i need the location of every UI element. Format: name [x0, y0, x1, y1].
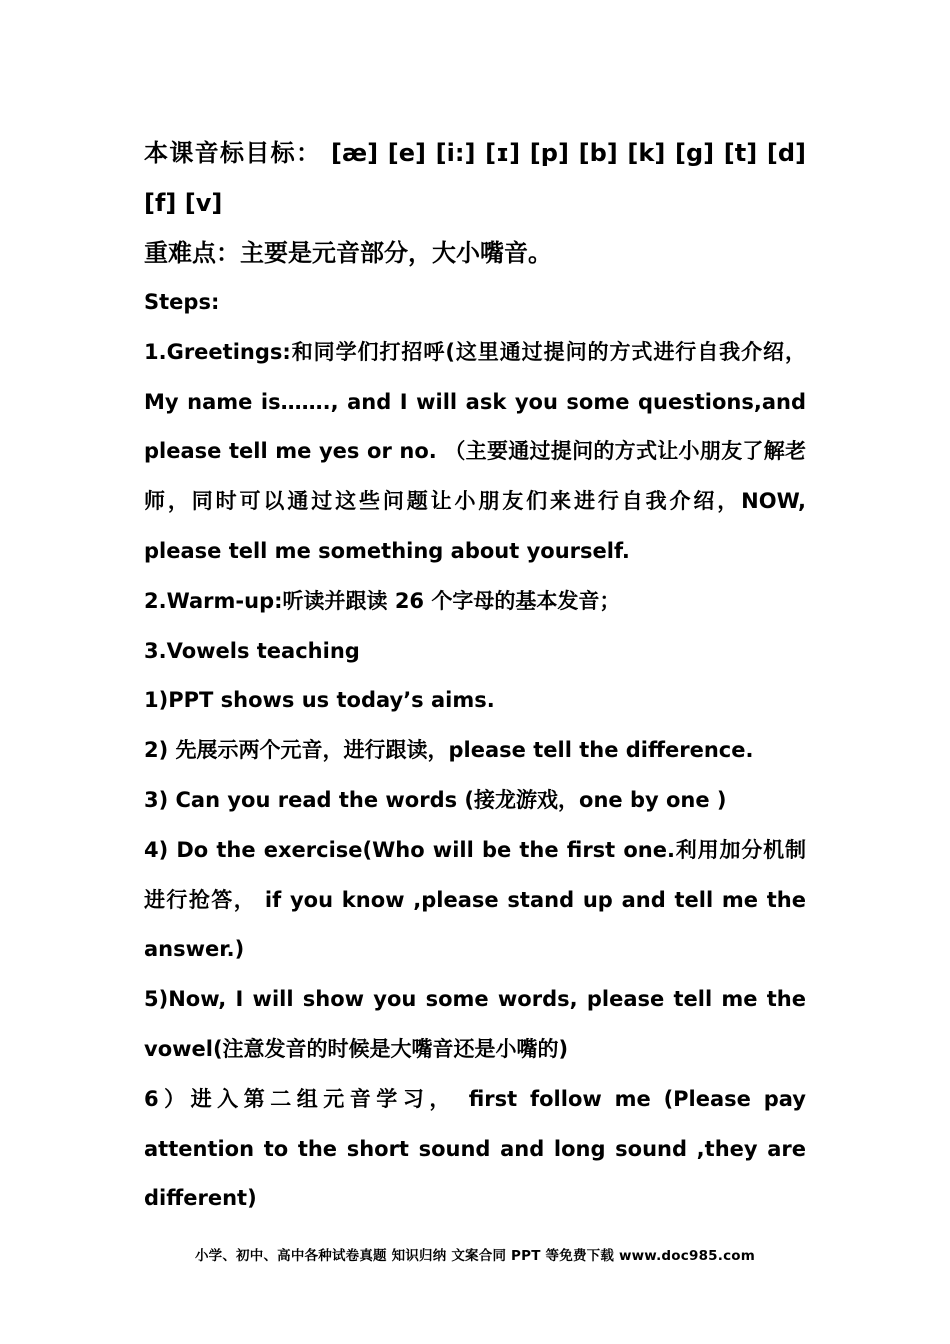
- substep-6: 6）进入第二组元音学习， first follow me (Please pay attention to the short sound and long sound ,they are different): [144, 1086, 806, 1211]
- page-footer: 小学、初中、高中各种试卷真题 知识归纳 文案合同 PPT 等免费下载 www.doc985.com: [194, 1248, 756, 1264]
- substep-3: 3) Can you read the words (接龙游戏，one by one ): [144, 787, 727, 812]
- step-warm-up: 2.Warm-up:听读并跟读 26 个字母的基本发音；: [144, 588, 621, 613]
- steps-heading: Steps:: [144, 290, 220, 314]
- phonetic-goals: 本课音标目标： [æ] [e] [i:] [ɪ] [p] [b] [k] [g] [t] [d] [f] [v]: [144, 139, 806, 217]
- substep-2: 2) 先展示两个元音，进行跟读，please tell the difference.: [144, 738, 754, 763]
- substep-5: 5)Now, I will show you some words, please tell me the vowel(注意发音的时候是大嘴音还是小嘴的): [144, 987, 806, 1061]
- step-vowels-teaching: 3.Vowels teaching: [144, 638, 360, 663]
- step-greetings: 1.Greetings:和同学们打招呼(这里通过提问的方式进行自我介绍，My name is……., and I will ask you some questions,and please tell me yes or no. （主要通过提问的方式让小朋友了解老师，同时可以通过这些问题让小朋友们来进行自我介绍，NOW, please tell me something about yourself.: [144, 339, 806, 563]
- substep-4: 4) Do the exercise(Who will be the first one.利用加分机制进行抢答， if you know ,please stand up and tell me the answer.): [144, 837, 806, 962]
- document-body: [144, 128, 806, 1224]
- substep-1: 1)PPT shows us today’s aims.: [144, 688, 495, 713]
- key-points: 重难点：主要是元音部分，大小嘴音。: [144, 239, 552, 267]
